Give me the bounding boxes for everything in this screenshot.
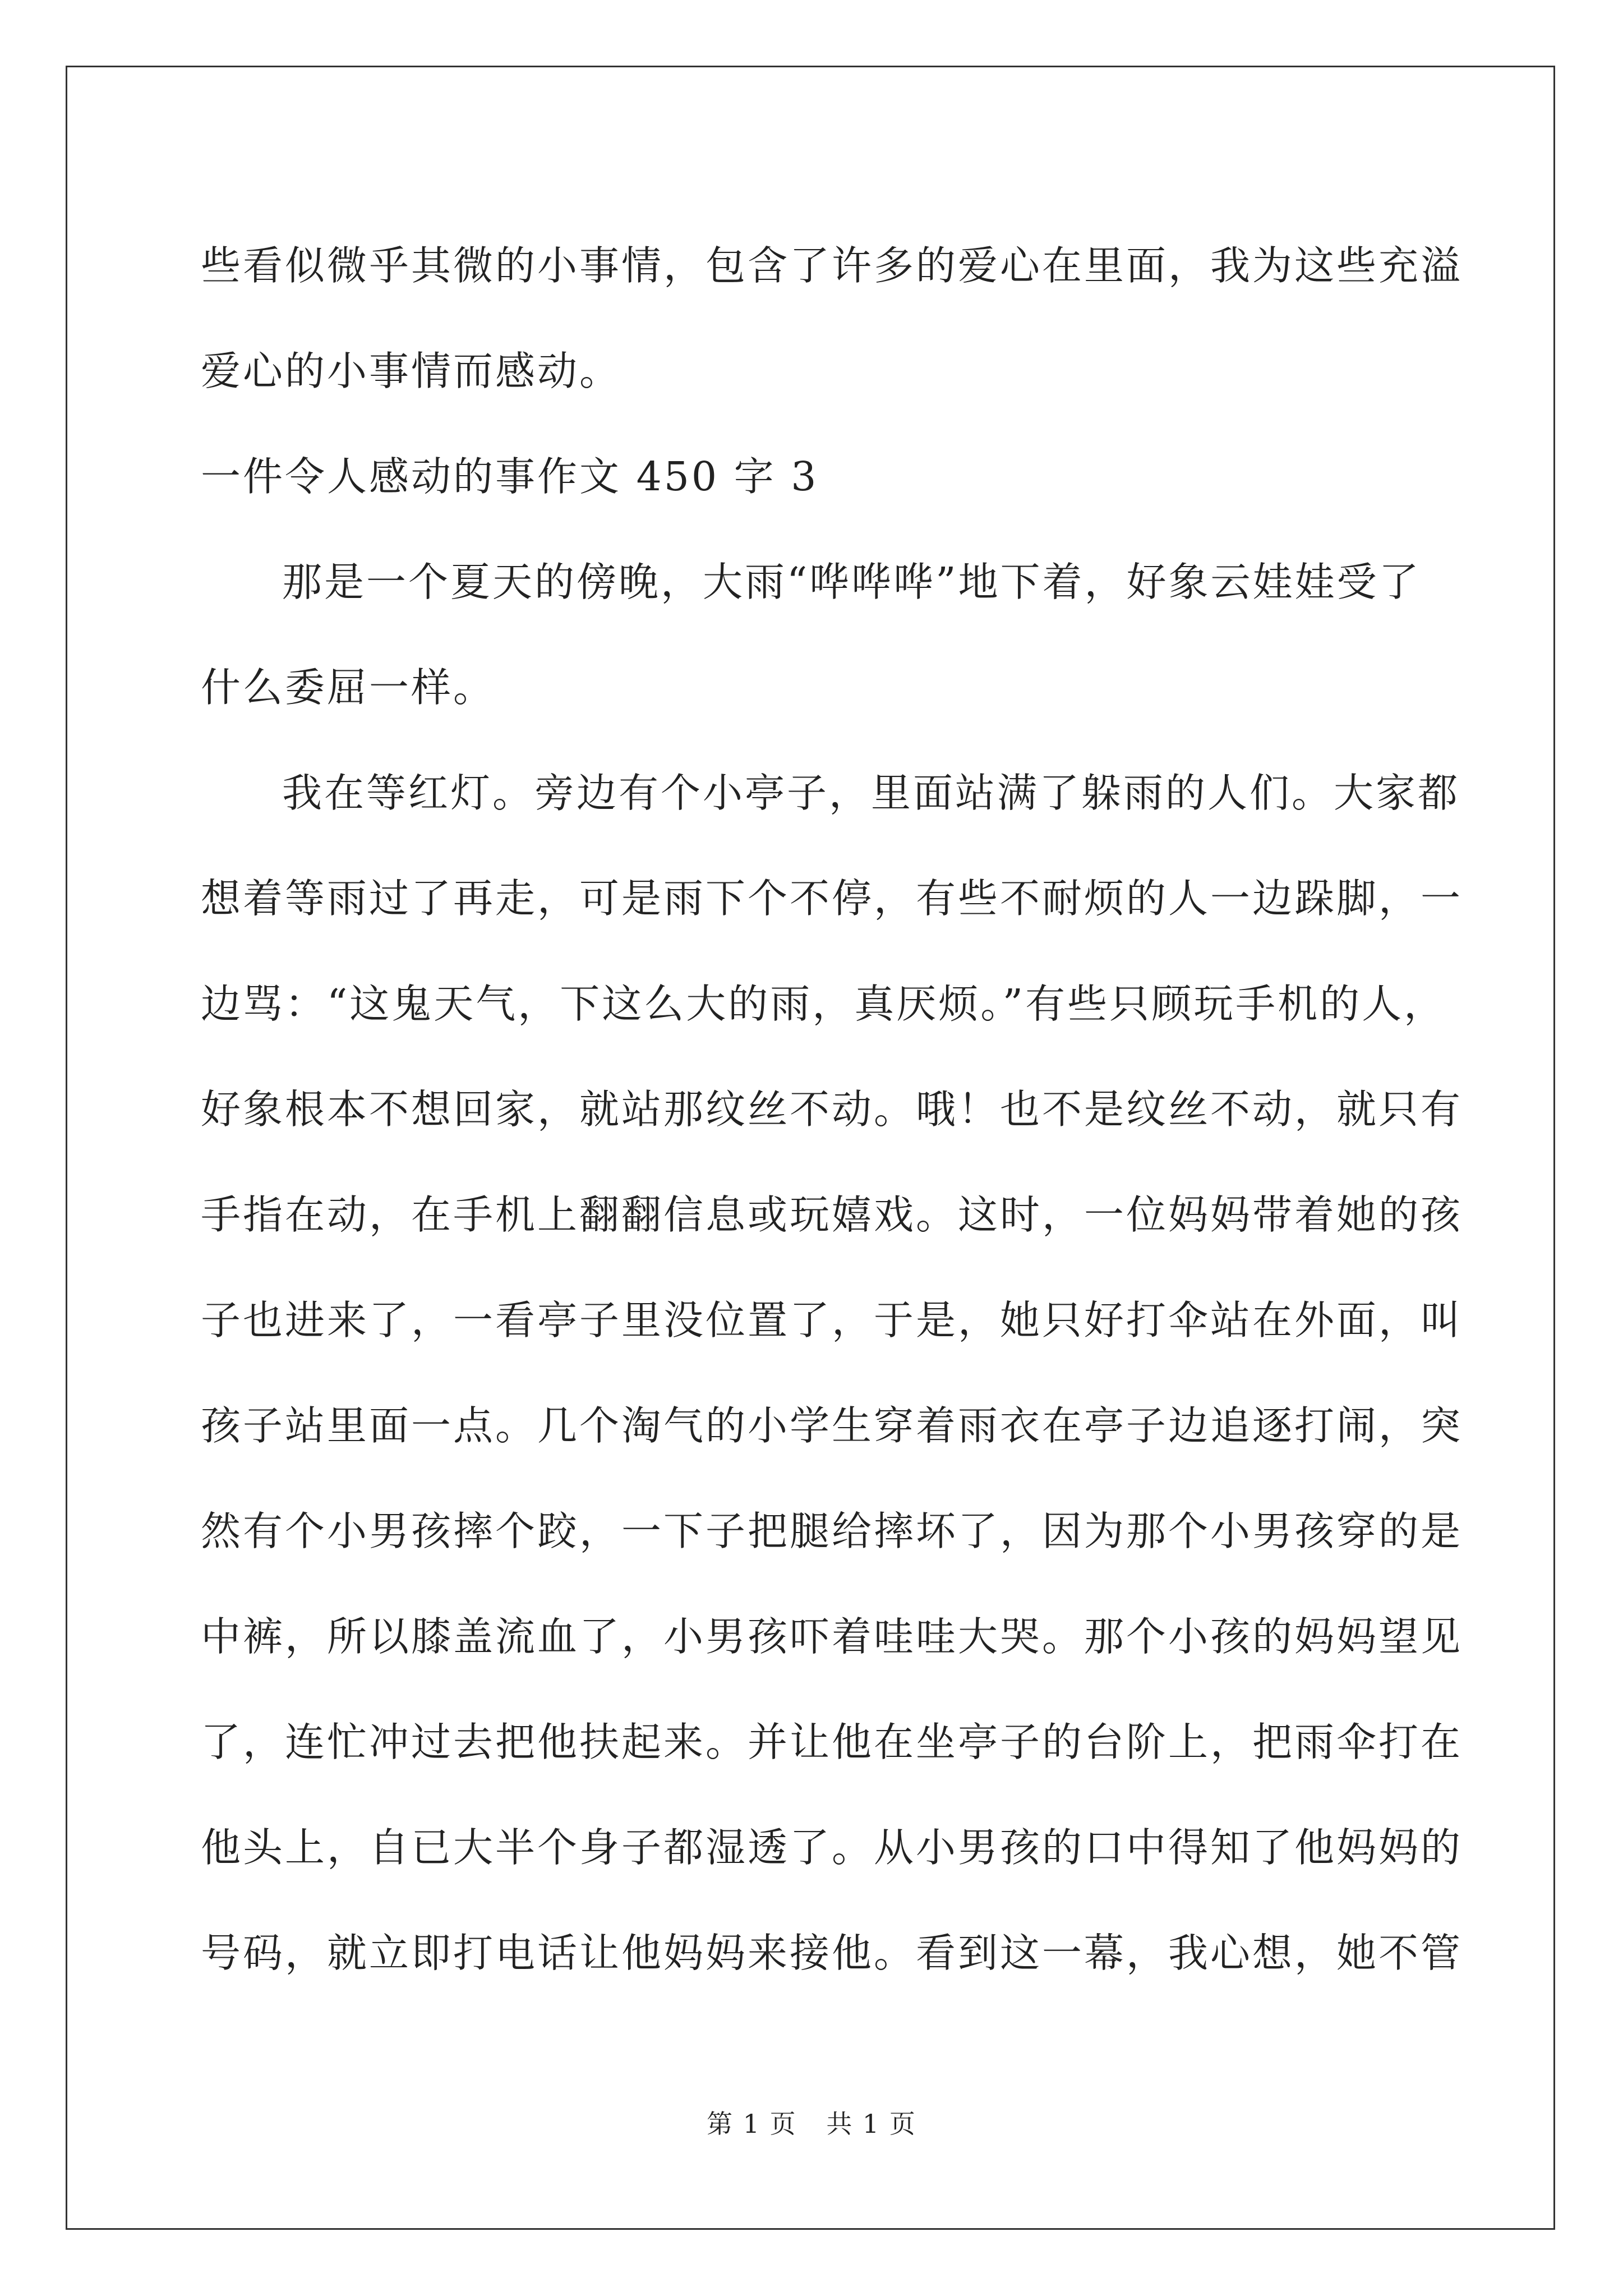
text-line: 爱心的小事情而感动。 xyxy=(201,348,622,394)
section-heading: 一件令人感动的事作文 450 字 3 xyxy=(201,453,819,500)
text-line: 我在等红灯。旁边有个小亭子，里面站满了躲雨的人们。大家都 xyxy=(282,770,1460,816)
text-line: 什么委屈一样。 xyxy=(201,664,496,711)
page-total: 共 1 页 xyxy=(826,2109,916,2139)
text-line: 边骂：“这鬼天气，下这么大的雨，真厌烦。”有些只顾玩手机的人， xyxy=(201,981,1446,1027)
text-line: 孩子站里面一点。几个淘气的小学生穿着雨衣在亭子边追逐打闹，突 xyxy=(201,1402,1463,1449)
document-body xyxy=(201,213,1463,2006)
text-line: 些看似微乎其微的小事情，包含了许多的爱心在里面，我为这些充溢 xyxy=(201,242,1463,289)
page-footer xyxy=(0,2104,1623,2141)
text-line: 好象根本不想回家，就站那纹丝不动。哦！也不是纹丝不动，就只有 xyxy=(201,1086,1463,1133)
text-line: 想着等雨过了再走，可是雨下个不停，有些不耐烦的人一边跺脚，一 xyxy=(201,875,1463,922)
page-number: 第 1 页 xyxy=(707,2109,797,2139)
text-line: 子也进来了，一看亭子里没位置了，于是，她只好打伞站在外面，叫 xyxy=(201,1297,1463,1343)
text-line: 号码，就立即打电话让他妈妈来接他。看到这一幕，我心想，她不管 xyxy=(201,1930,1463,1976)
text-line: 然有个小男孩摔个跤，一下子把腿给摔坏了，因为那个小男孩穿的是 xyxy=(201,1508,1463,1554)
text-line: 他头上，自已大半个身子都湿透了。从小男孩的口中得知了他妈妈的 xyxy=(201,1824,1463,1871)
text-line: 手指在动，在手机上翻翻信息或玩嬉戏。这时，一位妈妈带着她的孩 xyxy=(201,1191,1463,1238)
text-line: 了，连忙冲过去把他扶起来。并让他在坐亭子的台阶上，把雨伞打在 xyxy=(201,1719,1463,1765)
text-line: 中裤，所以膝盖流血了，小男孩吓着哇哇大哭。那个小孩的妈妈望见 xyxy=(201,1613,1463,1660)
text-line: 那是一个夏天的傍晚，大雨“哗哗哗”地下着，好象云娃娃受了 xyxy=(282,559,1421,605)
